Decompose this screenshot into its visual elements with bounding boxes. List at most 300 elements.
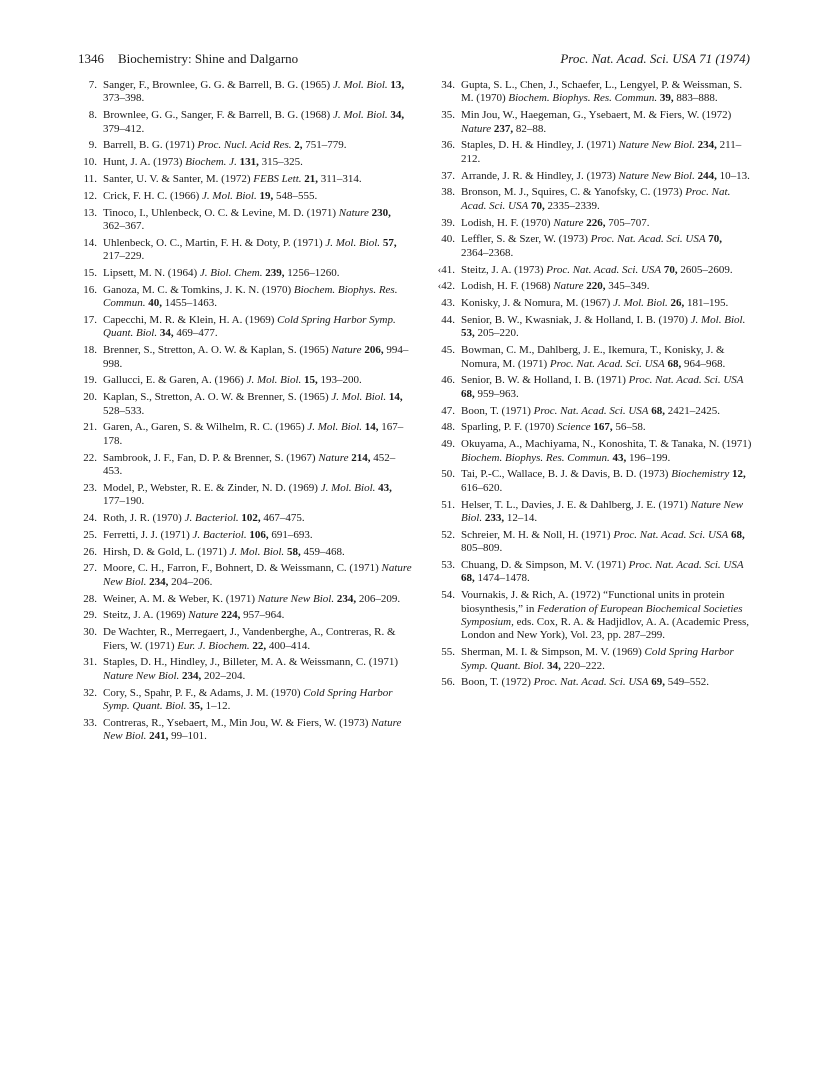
reference-authors: Gallucci, E. & Garen, A. (1966) — [103, 374, 247, 387]
reference-number: 27. — [83, 562, 97, 575]
reference-authors: Lipsett, M. N. (1964) — [103, 267, 200, 279]
reference-volume: 68, — [651, 404, 665, 417]
page-number: 1346 — [78, 51, 104, 66]
reference-journal: Nature — [553, 280, 584, 293]
reference-pages: 691–693. — [268, 528, 313, 541]
reference-item — [436, 79, 752, 106]
reference-item — [436, 374, 752, 401]
reference-item — [78, 717, 413, 744]
reference-number: 37. — [441, 169, 455, 182]
reference-number: 44. — [441, 314, 455, 326]
reference-journal: J. Mol. Biol. — [690, 314, 746, 326]
reference-journal: J. Bacteriol. — [192, 528, 247, 541]
reference-number: 48. — [441, 421, 455, 434]
reference-authors: Schreier, M. H. & Noll, H. (1971) — [461, 528, 614, 541]
reference-journal: J. Mol. Biol. — [320, 481, 376, 494]
reference-item — [78, 156, 413, 169]
reference-authors: Lodish, H. F. (1968) — [461, 280, 554, 293]
reference-journal: Proc. Nat. Acad. Sci. USA — [628, 374, 744, 387]
reference-authors: Barrell, B. G. (1971) — [103, 139, 198, 152]
reference-journal: Nature — [338, 206, 369, 219]
reference-number: 51. — [441, 498, 455, 511]
reference-item — [436, 559, 752, 586]
reference-journal: J. Mol. Biol. — [325, 236, 381, 249]
reference-journal: Biochem. Biophys. Res. Commun. — [508, 92, 658, 105]
reference-volume: 34, — [547, 659, 561, 672]
reference-authors: Tinoco, I., Uhlenbeck, O. C. & Levine, M. D. (1971) — [103, 206, 339, 219]
reference-number: 38. — [441, 186, 455, 199]
reference-pages: 315–325. — [258, 156, 303, 169]
reference-journal: Proc. Nat. Acad. Sci. USA — [628, 559, 744, 572]
reference-authors: Lodish, H. F. (1970) — [461, 216, 554, 229]
reference-volume: 244, — [697, 169, 717, 182]
references-left-column — [78, 79, 413, 747]
reference-number: 14. — [83, 236, 97, 249]
reference-pages: 2605–2609. — [677, 263, 733, 276]
reference-journal: Proc. Nat. Acad. Sci. USA — [613, 528, 729, 541]
reference-authors: Senior, B. W., Kwasniak, J. & Holland, I. B. (1970) — [461, 314, 691, 326]
reference-pages: 994–998. — [103, 344, 409, 370]
reference-pages: 167–178. — [103, 421, 404, 447]
reference-volume: 43, — [612, 451, 627, 464]
reference-number: 28. — [83, 592, 97, 605]
reference-journal: Proc. Nucl. Acid Res. — [197, 139, 292, 152]
reference-volume: 68, — [461, 387, 475, 400]
reference-authors: Gupta, S. L., Chen, J., Schaefer, L., Lengyel, P. & Weissman, S. M. (1970) — [461, 79, 743, 105]
reference-item — [436, 314, 752, 341]
reference-authors: Bronson, M. J., Squires, C. & Yanofsky, C. (1973) — [461, 186, 686, 199]
reference-journal: Biochem. Biophys. Res. Commun. — [461, 451, 610, 464]
reference-volume: 26, — [670, 297, 685, 310]
reference-pages: 311–314. — [318, 173, 362, 185]
reference-volume: 70, — [663, 263, 678, 276]
reference-journal: Nature New Biol. — [618, 139, 695, 152]
reference-item — [436, 646, 752, 673]
reference-number: 53. — [441, 559, 455, 572]
reference-authors: Min Jou, W., Haegeman, G., Ysebaert, M. & Fiers, W. (1972) — [461, 109, 732, 122]
reference-journal: Nature New Biol. — [461, 498, 744, 525]
reference-number: 13. — [83, 206, 97, 219]
reference-pages: 549–552. — [665, 676, 709, 689]
reference-volume: 34, — [159, 327, 174, 340]
reference-pages: 467–475. — [260, 512, 305, 525]
reference-number: 31. — [83, 656, 97, 669]
reference-journal: Science — [557, 421, 591, 434]
reference-journal: Nature — [553, 216, 584, 229]
reference-item — [78, 546, 413, 559]
reference-authors: Capecchi, M. R. & Klein, H. A. (1969) — [103, 314, 278, 326]
reference-journal: J. Mol. Biol. — [307, 421, 363, 434]
reference-item — [436, 186, 752, 213]
reference-volume: 102, — [241, 512, 261, 525]
reference-journal: J. Mol. Biol. — [246, 374, 302, 387]
reference-item — [436, 405, 752, 418]
reference-pages: 12–14. — [504, 512, 538, 525]
reference-volume: 53, — [461, 327, 475, 340]
reference-volume: 35, — [189, 700, 203, 713]
reference-volume: 57, — [382, 236, 397, 249]
reference-number: 7. — [88, 79, 97, 91]
reference-journal: Nature — [461, 122, 492, 135]
reference-pages: 1455–1463. — [161, 297, 217, 310]
reference-item — [436, 344, 752, 371]
reference-journal: J. Mol. Biol. — [202, 189, 257, 202]
reference-authors: Sambrook, J. F., Fan, D. P. & Brenner, S. (1967) — [103, 451, 319, 464]
reference-pages: 459–468. — [300, 545, 345, 558]
reference-item — [78, 207, 413, 234]
reference-item — [436, 217, 752, 230]
reference-item — [78, 284, 413, 311]
reference-number: 10. — [83, 156, 97, 169]
reference-authors: Garen, A., Garen, S. & Wilhelm, R. C. (1965) — [103, 421, 308, 434]
reference-authors: Leffler, S. & Szer, W. (1973) — [461, 233, 591, 246]
reference-journal: J. Mol. Biol. — [229, 545, 285, 558]
reference-authors: Hunt, J. A. (1973) — [103, 156, 186, 169]
reference-pages: 883–888. — [673, 92, 718, 105]
reference-pages: 82–88. — [513, 122, 547, 135]
reference-pages: 181–195. — [684, 297, 729, 310]
reference-pages: 705–707. — [605, 216, 650, 229]
reference-pages: 220–222. — [560, 659, 605, 672]
reference-journal: Proc. Nat. Acad. Sci. USA — [533, 676, 649, 689]
reference-authors: Boon, T. (1972) — [461, 676, 534, 689]
reference-pages: 379–412. — [103, 122, 145, 135]
reference-pages: 373–398. — [103, 92, 145, 105]
reference-number: 26. — [83, 545, 97, 558]
reference-authors: Boon, T. (1971) — [461, 404, 534, 417]
reference-authors: Helser, T. L., Davies, J. E. & Dahlberg, J. E. (1971) — [461, 498, 691, 511]
reference-pages: 964–968. — [681, 357, 726, 370]
reference-journal: Nature New Biol. — [103, 562, 412, 588]
reference-number: 52. — [441, 528, 455, 541]
reference-pages: 1–12. — [202, 700, 231, 713]
reference-item — [436, 297, 752, 310]
reference-volume: 70, — [708, 233, 723, 246]
reference-item — [436, 529, 752, 556]
reference-volume: 22, — [252, 639, 267, 652]
reference-authors: Roth, J. R. (1970) — [103, 512, 185, 525]
reference-item — [436, 170, 752, 183]
reference-journal: Federation of European Biochemical Societies Symposium, — [461, 602, 743, 629]
reference-authors: Kaplan, S., Stretton, A. O. W. & Brenner, S. (1965) — [103, 391, 332, 404]
reference-number: 47. — [441, 404, 455, 417]
reference-authors: Okuyama, A., Machiyama, N., Konoshita, T. & Tanaka, N. (1971) — [461, 438, 752, 451]
reference-volume: 241, — [149, 730, 169, 743]
reference-journal: Proc. Nat. Acad. Sci. USA — [546, 263, 662, 276]
reference-pages: 400–414. — [266, 639, 311, 652]
reference-number: 21. — [83, 421, 97, 434]
reference-authors: De Wachter, R., Merregaert, J., Vandenberghe, A., Contreras, R. & Fiers, W. (1971) — [103, 626, 396, 652]
reference-journal: Nature — [331, 344, 362, 357]
reference-number: 24. — [83, 512, 97, 525]
reference-journal: J. Mol. Biol. — [332, 79, 388, 91]
reference-number: 8. — [88, 109, 97, 122]
reference-item — [78, 344, 413, 371]
reference-journal: Cold Spring Harbor Symp. Quant. Biol. — [461, 646, 734, 672]
reference-authors: Ferretti, J. J. (1971) — [103, 528, 193, 541]
reference-volume: 70, — [530, 199, 545, 212]
reference-journal: Nature — [188, 609, 219, 622]
reference-item — [436, 280, 752, 293]
reference-pages: 1474–1478. — [474, 572, 530, 585]
reference-journal: J. Bacteriol. — [184, 512, 239, 525]
reference-number: 19. — [83, 374, 97, 387]
reference-authors: Vournakis, J. & Rich, A. (1972) “Functional units in protein biosynthesis,” in — [461, 589, 725, 615]
reference-volume: 19, — [259, 189, 274, 202]
reference-item — [78, 626, 413, 653]
reference-journal: Biochem. J. — [185, 156, 237, 169]
reference-pages: 2364–2368. — [461, 246, 514, 259]
reference-volume: 234, — [336, 592, 357, 605]
reference-authors: Senior, B. W. & Holland, I. B. (1971) — [461, 374, 629, 387]
reference-item — [436, 589, 752, 643]
reference-pages: 548–555. — [273, 189, 318, 202]
reference-journal: Proc. Nat. Acad. Sci. USA — [590, 233, 706, 246]
reference-authors: Hirsh, D. & Gold, L. (1971) — [103, 545, 230, 558]
reference-item — [78, 452, 413, 479]
reference-item — [78, 593, 413, 606]
reference-authors: Steitz, J. A. (1973) — [461, 263, 547, 276]
reference-journal: Nature New Biol. — [257, 592, 335, 605]
reference-authors: Konisky, J. & Nomura, M. (1967) — [461, 297, 614, 310]
reference-number: 34. — [441, 79, 455, 91]
reference-volume: 13, — [390, 79, 405, 91]
reference-volume: 39, — [659, 92, 674, 105]
page-header — [78, 51, 750, 69]
reference-number: ‹41. — [437, 263, 455, 276]
reference-pages: 2335–2339. — [544, 199, 600, 212]
reference-volume: 14, — [388, 391, 403, 404]
reference-authors: Santer, U. V. & Santer, M. (1972) — [103, 173, 254, 185]
reference-number: 39. — [441, 216, 455, 229]
reference-journal: Biochem. Biophys. Res. Commun. — [103, 283, 398, 310]
reference-volume: 224, — [221, 609, 241, 622]
reference-item — [436, 264, 752, 277]
reference-volume: 12, — [731, 468, 746, 481]
reference-pages: 469–477. — [173, 327, 218, 340]
reference-volume: 131, — [239, 156, 259, 169]
reference-number: 35. — [441, 109, 455, 122]
reference-item — [436, 109, 752, 136]
reference-item — [78, 529, 413, 542]
reference-number: 30. — [83, 626, 97, 639]
reference-number: 11. — [83, 173, 97, 185]
reference-volume: 234, — [697, 139, 717, 152]
reference-volume: 233, — [484, 512, 505, 525]
reference-journal: Proc. Nat. Acad. Sci. USA — [549, 357, 665, 370]
reference-volume: 34, — [390, 109, 405, 122]
reference-pages: 362–367. — [103, 220, 145, 232]
reference-number: 49. — [441, 438, 455, 451]
reference-pages: 177–190. — [103, 495, 145, 508]
reference-journal: Cold Spring Harbor Symp. Quant. Biol. — [103, 686, 393, 713]
reference-journal: Nature New Biol. — [618, 169, 695, 182]
reference-volume: 68, — [667, 357, 682, 370]
reference-volume: 40, — [148, 297, 162, 310]
reference-pages: 528–533. — [103, 404, 145, 417]
reference-volume: 15, — [304, 374, 318, 387]
reference-authors: Model, P., Webster, R. E. & Zinder, N. D. (1969) — [103, 481, 321, 494]
reference-journal: Eur. J. Biochem. — [177, 639, 250, 652]
reference-pages: 206–209. — [356, 592, 401, 605]
reference-volume: 220, — [586, 280, 606, 293]
reference-pages: 211–212. — [461, 139, 742, 165]
reference-volume: 237, — [493, 122, 514, 135]
reference-number: 9. — [88, 139, 97, 152]
reference-number: 29. — [83, 609, 97, 622]
reference-pages: 959–963. — [474, 387, 519, 400]
reference-volume: 68, — [461, 572, 475, 585]
reference-pages: 202–204. — [201, 669, 246, 682]
reference-pages: 193–200. — [317, 374, 362, 387]
reference-authors: Staples, D. H. & Hindley, J. (1971) — [461, 139, 619, 152]
reference-number: 50. — [441, 468, 455, 481]
reference-pages: 1256–1260. — [284, 267, 340, 279]
reference-number: 40. — [441, 233, 455, 246]
reference-number: 56. — [441, 676, 455, 689]
reference-volume: 239, — [265, 267, 285, 279]
reference-journal: Proc. Nat. Acad. Sci. USA — [533, 404, 649, 417]
reference-journal: Cold Spring Harbor Symp. Quant. Biol. — [103, 314, 396, 340]
reference-journal: Nature New Biol. — [103, 669, 180, 682]
reference-item — [78, 374, 413, 387]
reference-number: 25. — [83, 528, 97, 541]
reference-pages: 196–199. — [626, 451, 671, 464]
reference-volume: 106, — [249, 528, 269, 541]
reference-number: 12. — [83, 189, 97, 202]
reference-number: 33. — [83, 716, 97, 729]
reference-authors: Sherman, M. I. & Simpson, M. V. (1969) — [461, 646, 645, 659]
reference-item — [436, 499, 752, 526]
reference-volume: 167, — [593, 421, 613, 434]
reference-item — [436, 233, 752, 260]
reference-item — [78, 421, 413, 448]
reference-pages: 56–58. — [612, 421, 646, 434]
reference-item — [78, 314, 413, 341]
reference-pages: 99–101. — [168, 730, 207, 743]
reference-volume: 21, — [304, 173, 319, 185]
reference-item — [78, 687, 413, 714]
reference-journal: Nature — [318, 451, 349, 464]
reference-number: 46. — [441, 374, 455, 387]
reference-number: 45. — [441, 344, 455, 357]
reference-authors: Weiner, A. M. & Weber, K. (1971) — [103, 592, 258, 605]
reference-authors: Arrande, J. R. & Hindley, J. (1973) — [461, 169, 619, 182]
reference-item — [78, 173, 413, 186]
reference-volume: 43, — [378, 481, 392, 494]
reference-authors: Sparling, P. F. (1970) — [461, 421, 557, 434]
reference-pages: 10–13. — [716, 169, 750, 182]
reference-number: 15. — [83, 267, 97, 279]
reference-authors: Chuang, D. & Simpson, M. V. (1971) — [461, 559, 629, 572]
reference-number: 36. — [441, 139, 455, 152]
reference-pages: 217–229. — [103, 250, 145, 263]
reference-pages: 805–809. — [461, 542, 503, 555]
reference-journal: Biochemistry — [671, 468, 730, 481]
reference-pages: 205–220. — [474, 327, 519, 340]
running-title: Biochemistry: Shine and Dalgarno — [118, 51, 299, 66]
reference-authors: Bowman, C. M., Dahlberg, J. E., Ikemura, T., Konisky, J. & Nomura, M. (1971) — [461, 344, 725, 370]
reference-pages: 751–779. — [302, 139, 347, 152]
reference-volume: 14, — [364, 421, 379, 434]
reference-journal: Proc. Nat. Acad. Sci. USA — [461, 186, 731, 212]
reference-pages: 204–206. — [168, 575, 213, 588]
reference-journal: Nature New Biol. — [103, 716, 402, 743]
reference-authors: Moore, C. H., Farron, F., Bohnert, D. & Weissmann, C. (1971) — [103, 562, 382, 575]
reference-item — [78, 482, 413, 509]
reference-item — [436, 468, 752, 495]
reference-volume: 226, — [586, 216, 606, 229]
reference-item — [78, 267, 413, 280]
reference-number: 17. — [83, 314, 97, 326]
reference-volume: 68, — [730, 528, 745, 541]
reference-authors: Ganoza, M. C. & Tomkins, J. K. N. (1970) — [103, 283, 294, 296]
reference-journal: FEBS Lett. — [253, 173, 302, 185]
reference-authors: Sanger, F., Brownlee, G. G. & Barrell, B. G. (1965) — [103, 79, 333, 91]
reference-item — [436, 421, 752, 434]
reference-item — [78, 609, 413, 622]
reference-journal: J. Mol. Biol. — [613, 297, 668, 310]
reference-number: 43. — [441, 297, 455, 310]
reference-authors: Steitz, J. A. (1969) — [103, 609, 189, 622]
reference-volume: 234, — [149, 575, 169, 588]
reference-journal: J. Biol. Chem. — [199, 267, 263, 279]
reference-journal: J. Mol. Biol. — [332, 109, 388, 122]
reference-item — [78, 391, 413, 418]
reference-item — [436, 676, 752, 689]
reference-journal: J. Mol. Biol. — [331, 391, 387, 404]
reference-volume: 206, — [364, 344, 384, 357]
reference-item — [78, 109, 413, 136]
reference-item — [78, 237, 413, 264]
reference-number: 54. — [441, 589, 455, 602]
reference-authors: Contreras, R., Ysebaert, M., Min Jou, W. & Fiers, W. (1973) — [103, 716, 372, 729]
reference-item — [78, 139, 413, 152]
reference-pages: eds. Cox, R. A. & Hadjidlov, A. A. (Academic Press, London and New York), Vol. 23, pp. 287–299. — [461, 616, 750, 642]
reference-authors: Cory, S., Spahr, P. F., & Adams, J. M. (1970) — [103, 686, 304, 699]
reference-number: 16. — [83, 283, 97, 296]
reference-pages: 2421–2425. — [665, 404, 720, 417]
reference-item — [78, 656, 413, 683]
reference-volume: 58, — [286, 545, 301, 558]
reference-number: ‹42. — [437, 280, 455, 293]
reference-item — [78, 512, 413, 525]
journal-reference: Proc. Nat. Acad. Sci. USA 71 (1974) — [560, 51, 750, 66]
reference-volume: 214, — [351, 451, 371, 464]
reference-number: 32. — [83, 686, 97, 699]
reference-authors: Staples, D. H., Hindley, J., Billeter, M. A. & Weissmann, C. (1971) — [103, 656, 399, 669]
reference-volume: 234, — [182, 669, 202, 682]
reference-authors: Crick, F. H. C. (1966) — [103, 189, 203, 202]
reference-authors: Uhlenbeck, O. C., Martin, F. H. & Doty, P. (1971) — [103, 236, 326, 249]
reference-number: 18. — [83, 344, 97, 357]
reference-authors: Brenner, S., Stretton, A. O. W. & Kaplan, S. (1965) — [103, 344, 332, 357]
reference-pages: 345–349. — [605, 280, 650, 293]
reference-authors: Brownlee, G. G., Sanger, F. & Barrell, B. G. (1968) — [103, 109, 333, 122]
references-right-column — [436, 79, 752, 693]
reference-pages: 957–964. — [240, 609, 285, 622]
reference-number: 20. — [83, 391, 97, 404]
reference-volume: 69, — [651, 676, 665, 689]
reference-item — [78, 190, 413, 203]
reference-authors: Tai, P.-C., Wallace, B. J. & Davis, B. D. (1973) — [461, 468, 672, 481]
reference-pages: 452–453. — [103, 451, 396, 478]
reference-number: 22. — [83, 451, 97, 464]
reference-volume: 2, — [294, 139, 303, 152]
reference-item — [78, 79, 413, 106]
reference-number: 23. — [83, 481, 97, 494]
reference-item — [436, 438, 752, 465]
